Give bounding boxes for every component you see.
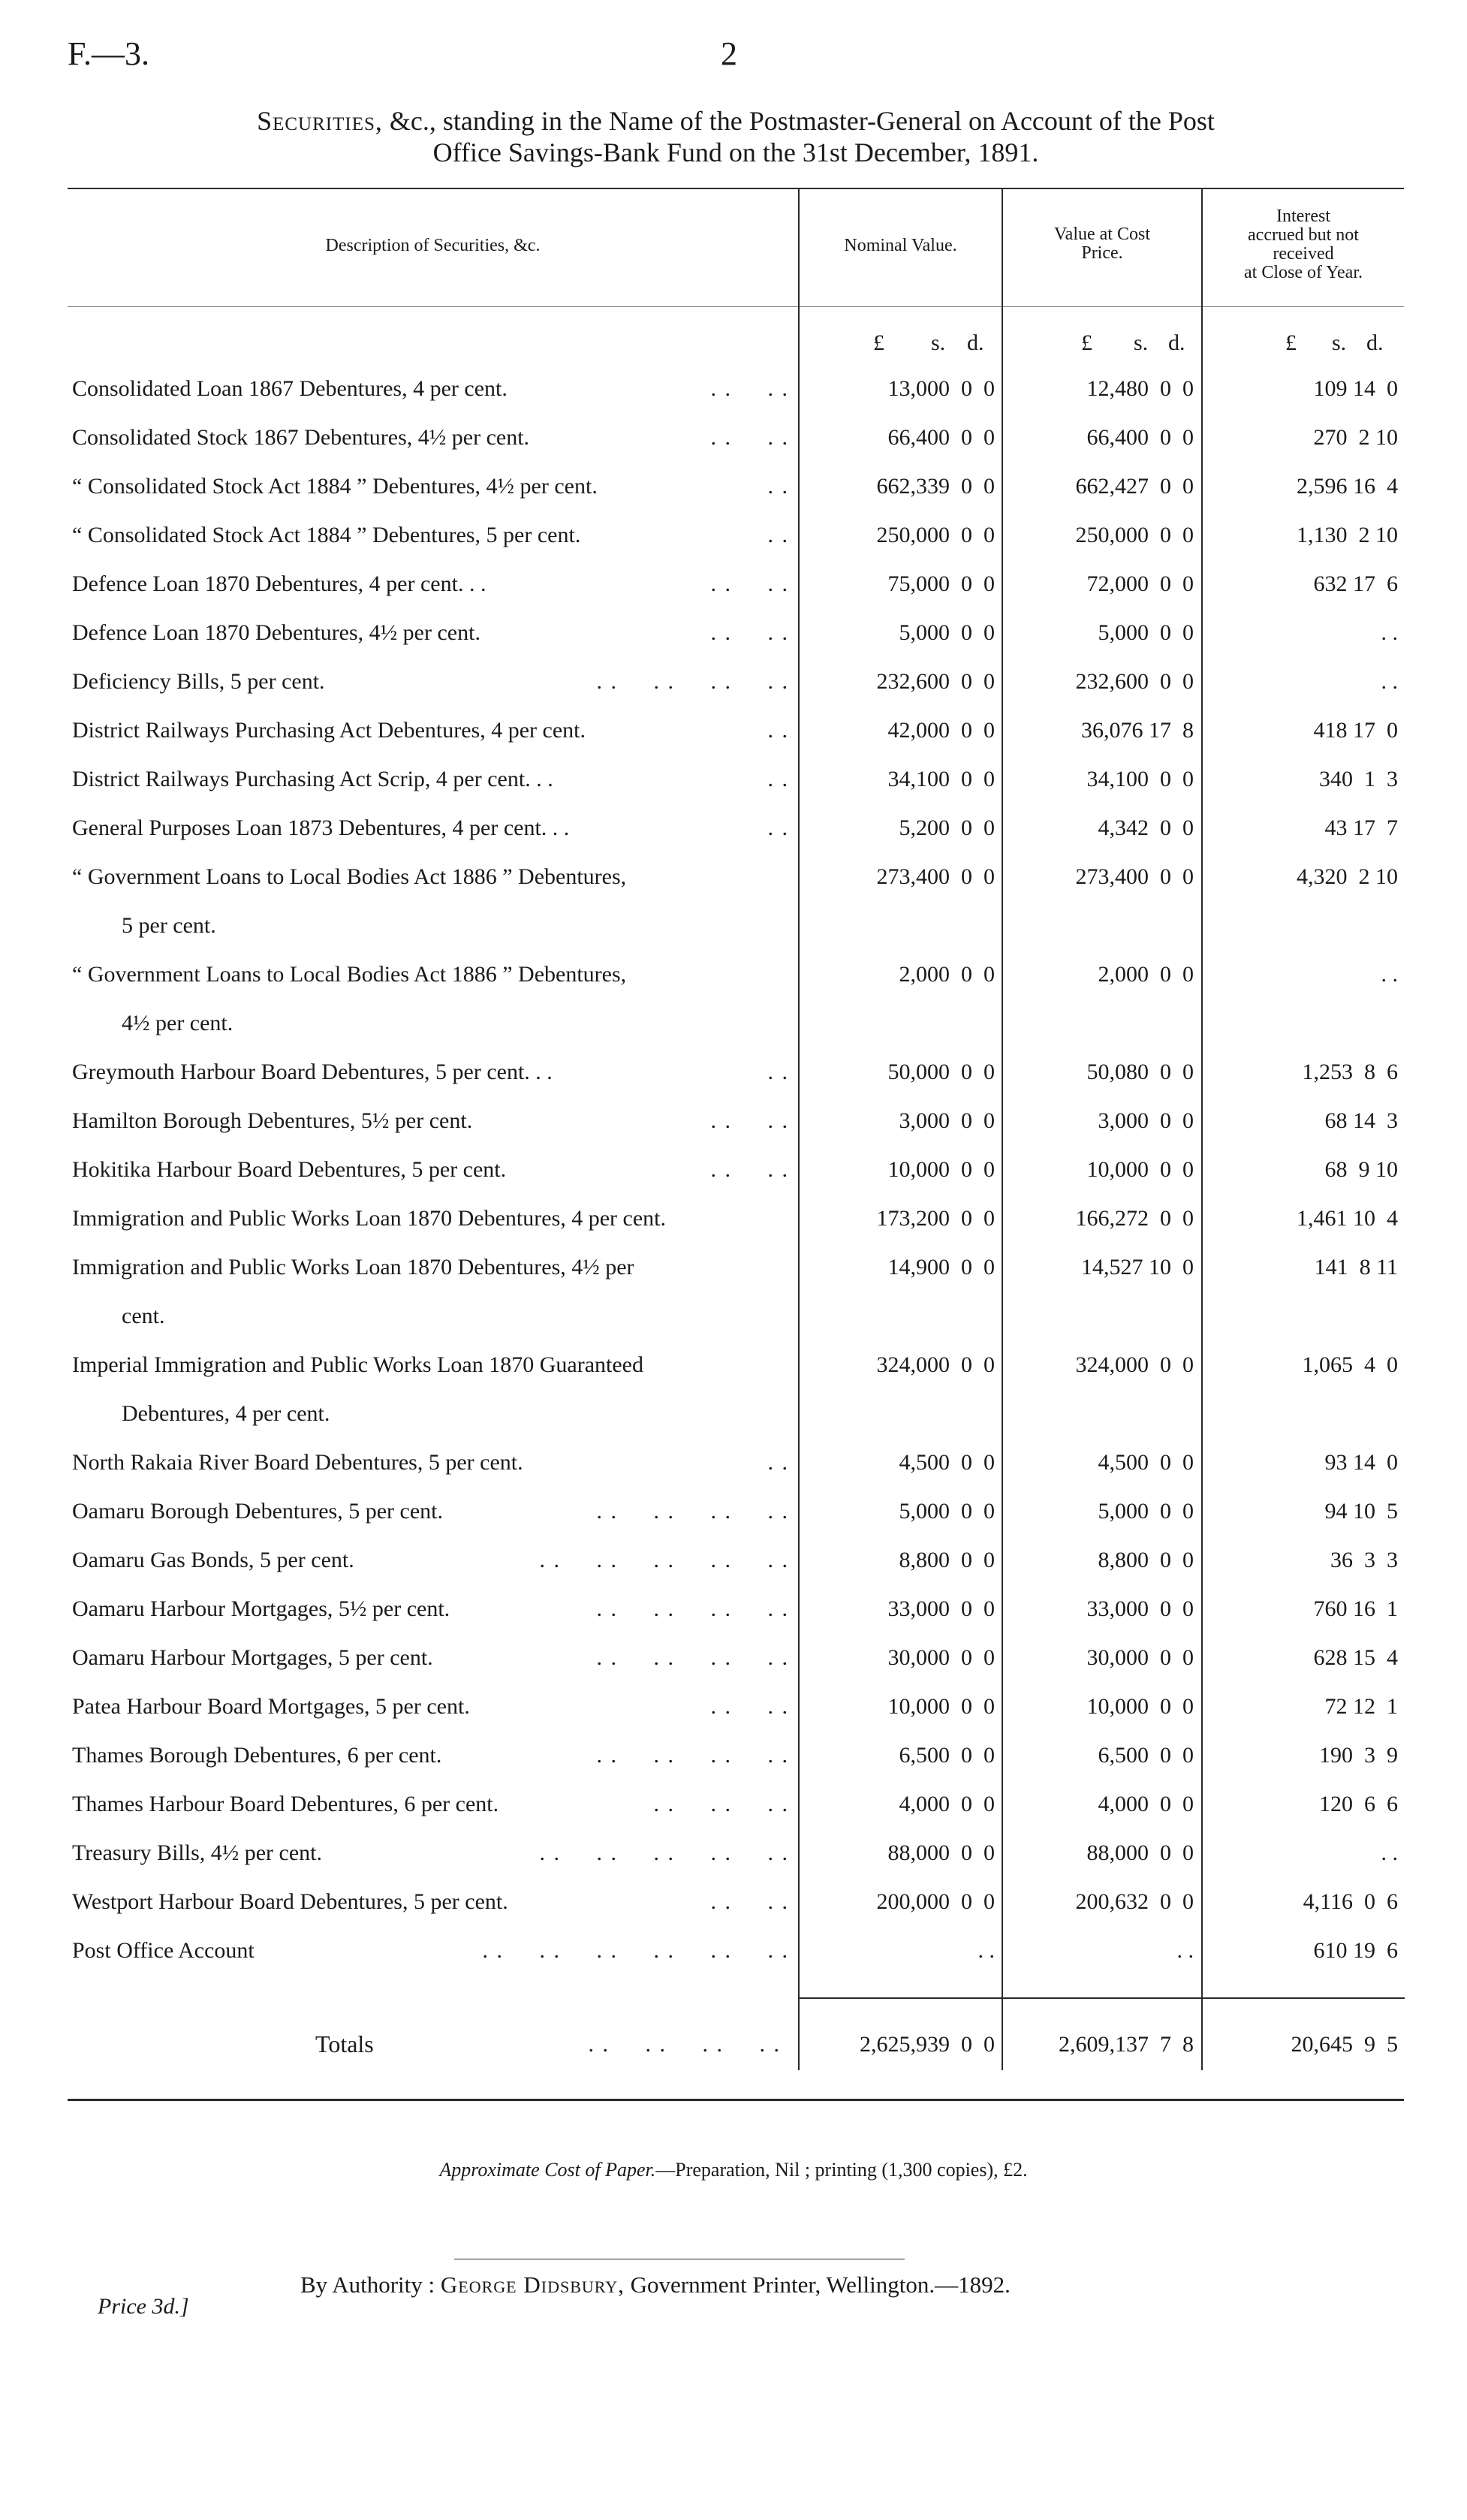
column-header-nominal: Nominal Value. [844, 236, 957, 255]
nominal-value: 662,339 0 0 [876, 474, 995, 499]
security-name-continuation: 4½ per cent. [122, 1011, 233, 1035]
dot-leader: . . [767, 474, 789, 499]
nominal-value: 324,000 0 0 [876, 1352, 995, 1377]
interest-header-line2: accrued but not [1248, 225, 1359, 245]
interest-value: . . [1381, 620, 1398, 645]
security-description [72, 852, 789, 950]
security-name: Defence Loan 1870 Debentures, 4 per cent. . . [72, 571, 486, 596]
totals-cost: 2,609,137 7 8 [1059, 2032, 1194, 2057]
table-bottom-rule [68, 2099, 1404, 2101]
dot-leader: . . . . . . [653, 1792, 789, 1816]
dot-leader: . . . . [710, 1157, 789, 1182]
page-number: 2 [721, 35, 737, 72]
security-description [72, 1340, 789, 1438]
security-description [72, 1096, 789, 1145]
interest-value: 340 1 3 [1319, 767, 1398, 791]
printer-authority [300, 2271, 1011, 2298]
printer-name: George Didsbury, [440, 2271, 625, 2298]
cost-value: 12,480 0 0 [1086, 376, 1194, 401]
column-header-interest [1203, 207, 1404, 282]
dot-leader: . . . . [710, 1889, 789, 1914]
interest-value: . . [1381, 669, 1398, 694]
totals-leader: . . . . . . . . [588, 2032, 781, 2057]
totals-interest: 20,645 9 5 [1291, 2032, 1398, 2057]
security-name: Oamaru Borough Debentures, 5 per cent. [72, 1499, 444, 1524]
security-description [72, 413, 789, 462]
nominal-value: 250,000 0 0 [876, 523, 995, 547]
dot-leader: . . . . [710, 1694, 789, 1719]
cost-value: 4,500 0 0 [1098, 1450, 1194, 1475]
nominal-value: 4,500 0 0 [899, 1450, 995, 1475]
cost-value: 324,000 0 0 [1075, 1352, 1194, 1377]
nominal-value: 232,600 0 0 [876, 669, 995, 694]
cost-value: 232,600 0 0 [1075, 669, 1194, 694]
unit-pound-interest: £ [1285, 330, 1297, 355]
cost-value: 14,527 10 0 [1081, 1255, 1194, 1280]
authority-rest: Government Printer, Wellington.—1892. [624, 2271, 1011, 2298]
cost-value: 30,000 0 0 [1086, 1645, 1194, 1670]
security-description [72, 608, 789, 657]
security-description [72, 1145, 789, 1194]
cost-value: 50,080 0 0 [1086, 1060, 1194, 1084]
nominal-value: . . [977, 1938, 995, 1963]
security-name: Consolidated Stock 1867 Debentures, 4½ per cent. [72, 425, 530, 450]
dot-leader: . . [767, 1060, 789, 1084]
unit-shillings-interest: s. [1332, 330, 1347, 355]
interest-value: 1,130 2 10 [1297, 523, 1398, 547]
document-title [68, 105, 1404, 168]
interest-value: . . [1381, 962, 1398, 987]
cost-value: 166,272 0 0 [1075, 1206, 1194, 1231]
unit-shillings-nominal: s. [931, 330, 946, 355]
dot-leader: . . . . . . . . . . [539, 1840, 789, 1865]
security-name-continuation: 5 per cent. [122, 913, 216, 938]
cost-value: 5,000 0 0 [1098, 620, 1194, 645]
nominal-value: 13,000 0 0 [887, 376, 995, 401]
interest-value: 270 2 10 [1313, 425, 1398, 450]
interest-value: 4,320 2 10 [1297, 864, 1398, 889]
nominal-value: 33,000 0 0 [887, 1596, 995, 1621]
authority-lead: By Authority : [300, 2271, 441, 2298]
security-description [72, 755, 789, 803]
unit-pence-interest: d. [1366, 330, 1384, 355]
cost-value: 88,000 0 0 [1086, 1840, 1194, 1865]
security-name: District Railways Purchasing Act Debentures, 4 per cent. [72, 718, 586, 743]
nominal-value: 88,000 0 0 [887, 1840, 995, 1865]
interest-value: 72 12 1 [1324, 1694, 1398, 1719]
cost-value: 5,000 0 0 [1098, 1499, 1194, 1524]
dot-leader: . . . . [710, 376, 789, 401]
interest-value: 68 14 3 [1324, 1108, 1398, 1133]
interest-value: 760 16 1 [1313, 1596, 1398, 1621]
security-name: Deficiency Bills, 5 per cent. [72, 669, 325, 694]
security-name: Hamilton Borough Debentures, 5½ per cent. [72, 1108, 473, 1133]
cost-value: 3,000 0 0 [1098, 1108, 1194, 1133]
security-name: Greymouth Harbour Board Debentures, 5 per cent. . . [72, 1060, 553, 1084]
interest-value: 1,253 8 6 [1302, 1060, 1398, 1084]
security-name: Oamaru Harbour Mortgages, 5 per cent. [72, 1645, 433, 1670]
security-description [72, 1243, 789, 1340]
nominal-value: 30,000 0 0 [887, 1645, 995, 1670]
cost-value: 66,400 0 0 [1086, 425, 1194, 450]
dot-leader: . . . . . . . . [596, 1743, 789, 1768]
security-name: Consolidated Loan 1867 Debentures, 4 per cent. [72, 376, 508, 401]
security-description [72, 706, 789, 755]
interest-value: 94 10 5 [1324, 1499, 1398, 1524]
security-description [72, 950, 789, 1047]
security-name: “ Government Loans to Local Bodies Act 1886 ” Debentures, [72, 962, 627, 987]
interest-value: 610 19 6 [1313, 1938, 1398, 1963]
cost-note-text: —Preparation, Nil ; printing (1,300 copies), £2. [655, 2159, 1028, 2181]
column-header-cost [1003, 225, 1201, 263]
nominal-value: 42,000 0 0 [887, 718, 995, 743]
security-description [72, 462, 789, 511]
dot-leader: . . [767, 1450, 789, 1475]
security-name: “ Consolidated Stock Act 1884 ” Debentures, 5 per cent. [72, 523, 581, 547]
nominal-value: 66,400 0 0 [887, 425, 995, 450]
security-description [72, 1633, 789, 1682]
cost-note-label: Approximate Cost of Paper. [439, 2159, 656, 2181]
cost-value: 4,342 0 0 [1098, 815, 1194, 840]
nominal-value: 14,900 0 0 [887, 1255, 995, 1280]
security-name: General Purposes Loan 1873 Debentures, 4 per cent. . . [72, 815, 570, 840]
document-code: F.—3. [68, 35, 149, 72]
security-description [72, 1487, 789, 1536]
cost-value: 2,000 0 0 [1098, 962, 1194, 987]
cost-value: 8,800 0 0 [1098, 1548, 1194, 1572]
unit-pence-nominal: d. [967, 330, 984, 355]
interest-value: 43 17 7 [1324, 815, 1398, 840]
totals-label: Totals [315, 2030, 374, 2057]
security-description [72, 1584, 789, 1633]
cost-value: 33,000 0 0 [1086, 1596, 1194, 1621]
unit-shillings-cost: s. [1134, 330, 1149, 355]
security-description [72, 1828, 789, 1877]
security-description [72, 803, 789, 852]
interest-value: 141 8 11 [1314, 1255, 1398, 1280]
dot-leader: . . [767, 767, 789, 791]
security-name: Immigration and Public Works Loan 1870 Debentures, 4½ per [72, 1255, 634, 1280]
unit-pound-cost: £ [1081, 330, 1092, 355]
cost-value: 6,500 0 0 [1098, 1743, 1194, 1768]
totals-top-rule [798, 1997, 1405, 1999]
totals-nominal: 2,625,939 0 0 [860, 2032, 995, 2057]
security-name: Oamaru Harbour Mortgages, 5½ per cent. [72, 1596, 450, 1621]
security-name: Hokitika Harbour Board Debentures, 5 per cent. [72, 1157, 507, 1182]
nominal-value: 200,000 0 0 [876, 1889, 995, 1914]
interest-value: 4,116 0 6 [1303, 1889, 1398, 1914]
interest-value: 120 6 6 [1319, 1792, 1398, 1816]
cost-header-line2: Price. [1081, 243, 1123, 263]
security-description [72, 657, 789, 706]
nominal-value: 10,000 0 0 [887, 1157, 995, 1182]
security-name: District Railways Purchasing Act Scrip, 4 per cent. . . [72, 767, 553, 791]
nominal-value: 50,000 0 0 [887, 1060, 995, 1084]
interest-header-line1: Interest [1276, 206, 1330, 226]
dot-leader: . . . . [710, 571, 789, 596]
security-name: North Rakaia River Board Debentures, 5 per cent. [72, 1450, 523, 1475]
security-name-continuation: Debentures, 4 per cent. [122, 1401, 330, 1426]
title-line1: &c., standing in the Name of the Postmaster-General on Account of the Post [382, 106, 1215, 136]
interest-value: 36 3 3 [1330, 1548, 1398, 1572]
nominal-value: 5,200 0 0 [899, 815, 995, 840]
dot-leader: . . . . . . . . [596, 1596, 789, 1621]
security-description [72, 511, 789, 559]
interest-value: . . [1381, 1840, 1398, 1865]
security-name: Patea Harbour Board Mortgages, 5 per cent. [72, 1694, 470, 1719]
security-name: Imperial Immigration and Public Works Loan 1870 Guaranteed [72, 1352, 644, 1377]
cost-value: 10,000 0 0 [1086, 1694, 1194, 1719]
interest-header-line4: at Close of Year. [1244, 263, 1363, 282]
unit-pound-nominal: £ [873, 330, 884, 355]
security-name-continuation: cent. [122, 1304, 165, 1328]
dot-leader: . . . . [710, 425, 789, 450]
security-name: “ Consolidated Stock Act 1884 ” Debentures, 4½ per cent. [72, 474, 598, 499]
nominal-value: 34,100 0 0 [887, 767, 995, 791]
table-top-rule [68, 188, 1404, 189]
nominal-value: 8,800 0 0 [899, 1548, 995, 1572]
dot-leader: . . . . . . . . [596, 1645, 789, 1670]
security-description [72, 1877, 789, 1926]
security-name: Immigration and Public Works Loan 1870 Debentures, 4 per cent. [72, 1206, 667, 1231]
cost-value: 36,076 17 8 [1081, 718, 1194, 743]
cost-value: 250,000 0 0 [1075, 523, 1194, 547]
interest-header-line3: received [1273, 244, 1334, 264]
interest-value: 418 17 0 [1313, 718, 1398, 743]
nominal-value: 5,000 0 0 [899, 620, 995, 645]
interest-value: 632 17 6 [1313, 571, 1398, 596]
nominal-value: 2,000 0 0 [899, 962, 995, 987]
security-name: Westport Harbour Board Debentures, 5 per cent. [72, 1889, 508, 1914]
nominal-value: 3,000 0 0 [899, 1108, 995, 1133]
interest-value: 628 15 4 [1313, 1645, 1398, 1670]
nominal-value: 4,000 0 0 [899, 1792, 995, 1816]
security-name: Defence Loan 1870 Debentures, 4½ per cent. [72, 620, 480, 645]
dot-leader: . . . . [710, 620, 789, 645]
security-description [72, 1682, 789, 1731]
dot-leader: . . [767, 718, 789, 743]
approximate-cost-note [0, 2159, 1467, 2181]
dot-leader: . . . . . . . . [596, 669, 789, 694]
security-name: “ Government Loans to Local Bodies Act 1886 ” Debentures, [72, 864, 627, 889]
header-bottom-rule [68, 306, 1404, 307]
security-description [72, 559, 789, 608]
nominal-value: 10,000 0 0 [887, 1694, 995, 1719]
security-description [72, 1438, 789, 1487]
title-line2: Office Savings-Bank Fund on the 31st December, 1891. [432, 137, 1039, 167]
interest-value: 93 14 0 [1324, 1450, 1398, 1475]
cost-value: 10,000 0 0 [1086, 1157, 1194, 1182]
security-description [72, 1536, 789, 1584]
interest-value: 1,065 4 0 [1302, 1352, 1398, 1377]
security-description [72, 1194, 789, 1243]
dot-leader: . . [767, 815, 789, 840]
security-description [72, 364, 789, 413]
nominal-value: 6,500 0 0 [899, 1743, 995, 1768]
dot-leader: . . . . [710, 1108, 789, 1133]
dot-leader: . . . . . . . . . . . . [482, 1938, 789, 1963]
unit-pence-cost: d. [1168, 330, 1185, 355]
cost-value: 273,400 0 0 [1075, 864, 1194, 889]
security-name: Thames Borough Debentures, 6 per cent. [72, 1743, 442, 1768]
interest-value: 68 9 10 [1324, 1157, 1398, 1182]
cost-value: 72,000 0 0 [1086, 571, 1194, 596]
security-name: Treasury Bills, 4½ per cent. [72, 1840, 323, 1865]
interest-value: 109 14 0 [1313, 376, 1398, 401]
cost-value: 4,000 0 0 [1098, 1792, 1194, 1816]
security-description [72, 1926, 789, 1975]
security-name: Post Office Account [72, 1938, 255, 1963]
interest-value: 1,461 10 4 [1297, 1206, 1398, 1231]
nominal-value: 75,000 0 0 [887, 571, 995, 596]
nominal-value: 5,000 0 0 [899, 1499, 995, 1524]
price: Price 3d.] [98, 2294, 189, 2319]
dot-leader: . . . . . . . . . . [539, 1548, 789, 1572]
interest-value: 2,596 16 4 [1297, 474, 1398, 499]
nominal-value: 173,200 0 0 [876, 1206, 995, 1231]
security-description [72, 1731, 789, 1780]
column-header-description: Description of Securities, &c. [325, 236, 541, 255]
cost-value: 34,100 0 0 [1086, 767, 1194, 791]
title-lead: Securities, [257, 106, 383, 136]
security-description [72, 1780, 789, 1828]
cost-value: 662,427 0 0 [1075, 474, 1194, 499]
interest-value: 190 3 9 [1319, 1743, 1398, 1768]
cost-value: . . [1176, 1938, 1194, 1963]
dot-leader: . . . . . . . . [596, 1499, 789, 1524]
security-description [72, 1047, 789, 1096]
security-name: Thames Harbour Board Debentures, 6 per cent. [72, 1792, 499, 1816]
dot-leader: . . [767, 523, 789, 547]
cost-value: 200,632 0 0 [1075, 1889, 1194, 1914]
cost-header-line1: Value at Cost [1054, 225, 1150, 244]
security-name: Oamaru Gas Bonds, 5 per cent. [72, 1548, 354, 1572]
nominal-value: 273,400 0 0 [876, 864, 995, 889]
